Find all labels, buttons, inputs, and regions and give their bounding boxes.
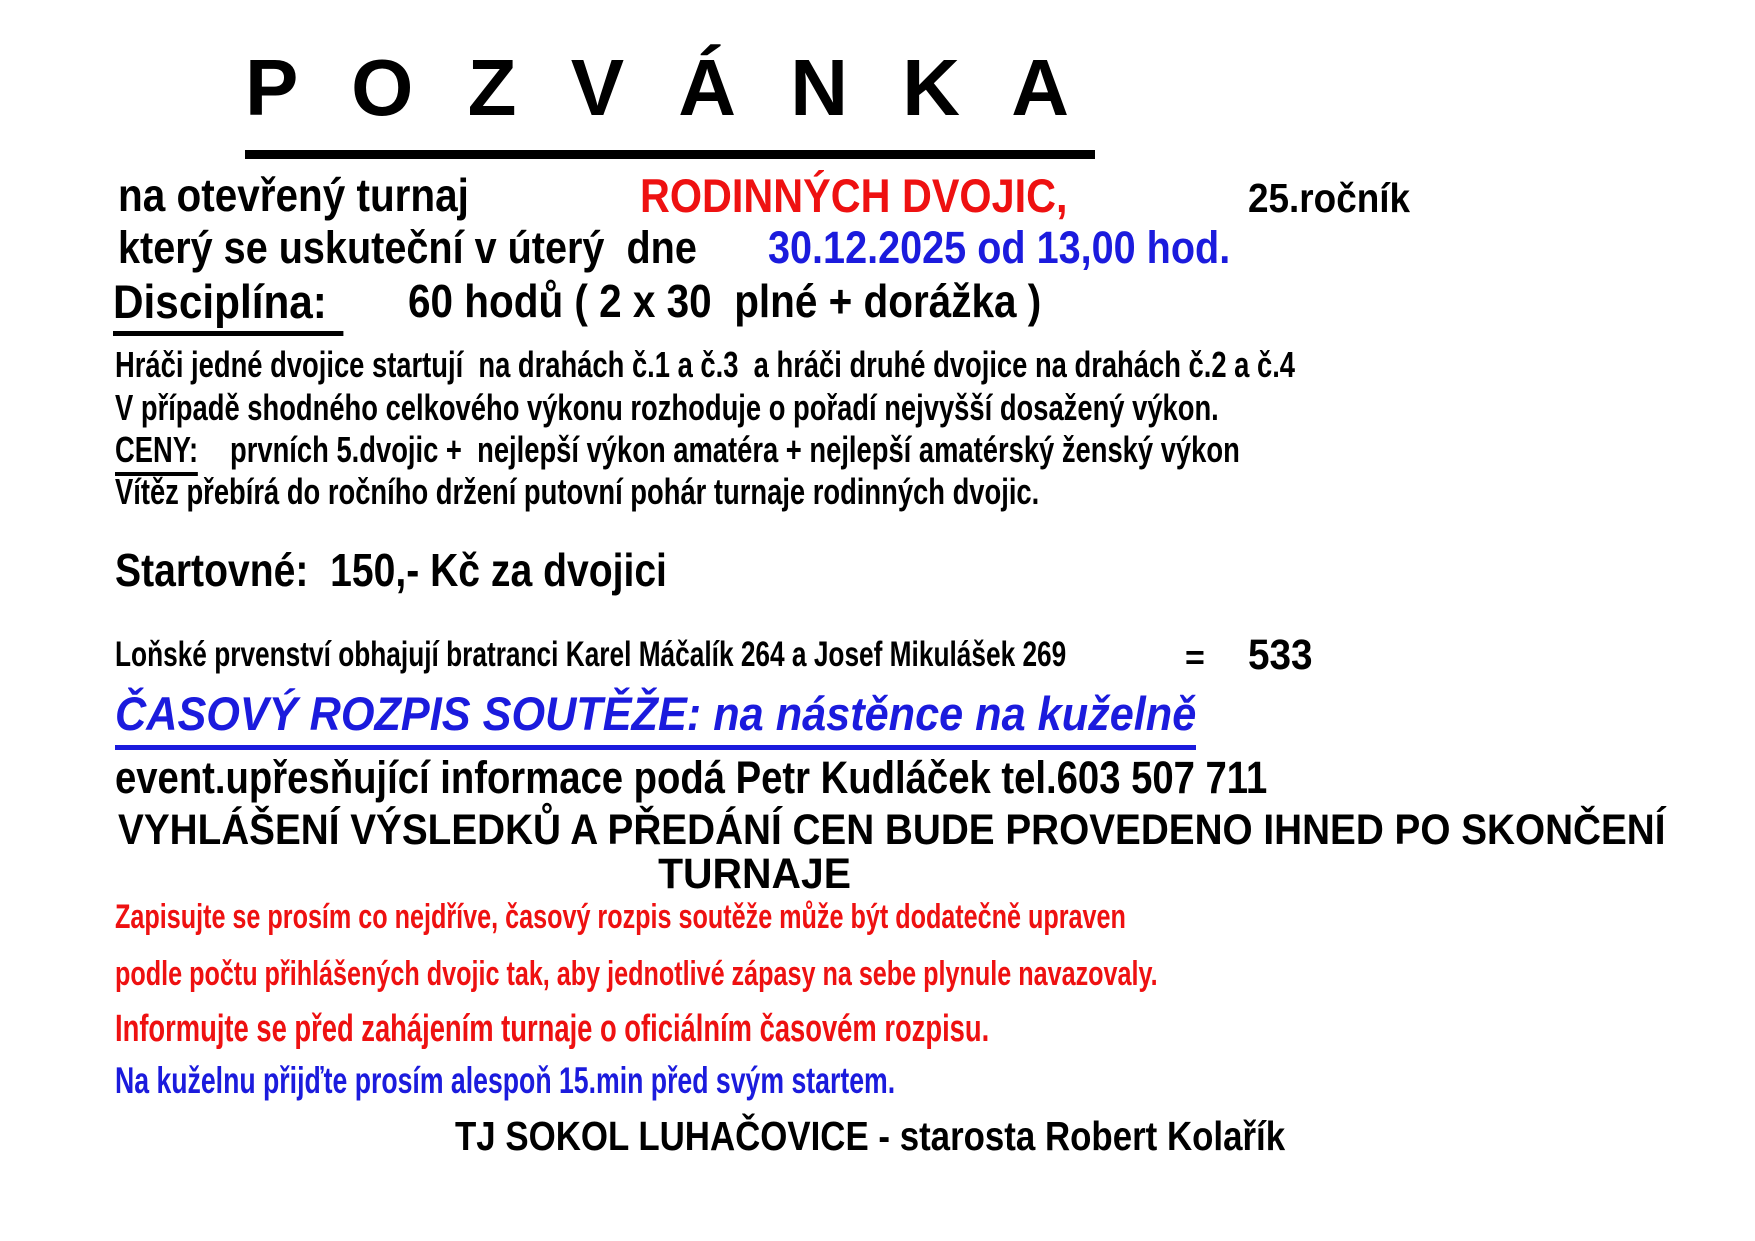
ceremony-line2-row [115,849,1395,901]
contact-info: event.upřesňující informace podá Petr Kudláček tel.603 507 711 [115,752,1268,803]
note-red-1-row [115,897,1481,938]
discipline-label-row [113,274,369,336]
defending-text: Loňské prvenství obhajují bratranci Karel Máčalík 264 a Josef Mikulášek 269 [115,635,1067,674]
prizes-text: prvních 5.dvojic + nejlepší výkon amatéra + nejlepší amatérský ženský výkon [230,429,1240,470]
rule-trophy: Vítěz přebírá do ročního držení putovní pohár turnaje rodinných dvojic. [115,471,1040,512]
rule-trophy-row [115,470,1331,513]
invite-highlight-row [640,168,1126,224]
entry-fee-row [115,543,764,598]
contact-row [115,751,1471,805]
invite-prefix-row [118,168,517,223]
discipline-label: Disciplína: [113,274,343,336]
note-red-2: podle počtu přihlášených dvojic tak, aby jednotlivé zápasy na sebe plynule navazovaly. [115,955,1158,993]
discipline-value: 60 hodů ( 2 x 30 plné + dorážka ) [408,275,1042,327]
signature: TJ SOKOL LUHAČOVICE - starosta Robert Kolařík [455,1113,1286,1159]
ceremony-line1: VYHLÁŠENÍ VÝSLEDKŮ A PŘEDÁNÍ CEN BUDE PROVEDENO IHNED PO SKONČENÍ [118,806,1666,854]
note-red-1: Zapisujte se prosím co nejdříve, časový rozpis soutěže může být dodatečně upraven [115,898,1126,936]
note-red-3: Informujte se před zahájením turnaje o oficiálním časovém rozpisu. [115,1008,990,1050]
entry-fee: Startovné: 150,- Kč za dvojici [115,544,667,596]
schedule-row [115,686,1290,750]
defending-total-row [1248,630,1320,682]
invite-prefix: na otevřený turnaj [118,169,469,221]
note-blue: Na kuželnu přijďte prosím alespoň 15.min před svým startem. [115,1060,896,1101]
rule-tiebreak-row [115,386,1567,429]
defending-equals-row [1185,638,1205,679]
prizes-label: CENY: [115,428,198,476]
tournament-name: RODINNÝCH DVOJIC, [640,169,1068,222]
note-red-3-row [115,1007,1329,1053]
date-value-row [768,221,1293,275]
edition-number: 25.ročník [1248,175,1411,221]
equals-sign: = [1185,639,1205,677]
discipline-value-row [408,274,1128,329]
defending-total: 533 [1248,631,1313,679]
date-prefix: který se uskuteční v úterý dne [118,222,697,273]
ceremony-line2: TURNAJE [658,850,852,898]
rule-lanes: Hráči jedné dvojice startují na drahách č.1 a č.3 a hráči druhé dvojice na drahách č.2 a č.4 [115,344,1296,385]
note-blue-row [115,1059,1198,1103]
title-row [245,40,1095,159]
schedule-heading: ČASOVÝ ROZPIS SOUTĚŽE: na nástěnce na kuželně [115,686,1196,750]
rule-prizes-row [115,428,1595,476]
rule-lanes-row [115,343,1668,386]
page-title: P O Z V Á N K A [245,40,1095,159]
date-prefix-row [118,221,776,275]
event-date: 30.12.2025 od 13,00 hod. [768,222,1231,273]
note-red-2-row [115,954,1524,995]
rule-tiebreak: V případě shodného celkového výkonu rozhoduje o pořadí nejvyšší dosažený výkon. [115,387,1219,428]
edition-row [1248,174,1428,223]
signature-row [455,1112,1432,1161]
